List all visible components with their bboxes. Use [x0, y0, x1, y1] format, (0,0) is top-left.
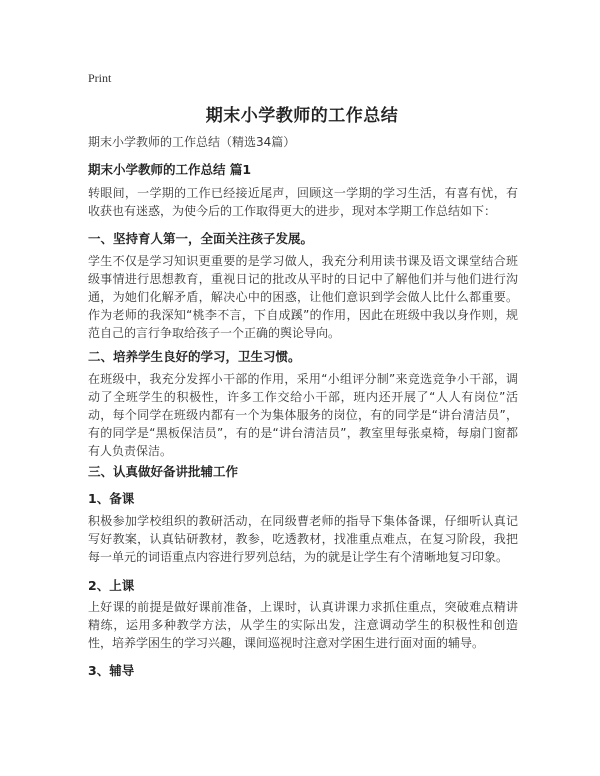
section3-sub1-heading: 1、备课: [88, 491, 135, 506]
section1-paragraph: 学生不仅是学习知识更重要的是学习做人，我充分利用读书课及语文课堂结合班级事情进行思想教育，重视日记的批改从平时的日记中了解他们并与他们进行沟通，为她们化解矛盾，解决心中的困惑，让他们意识到学会做人比什么都重要。作为老师的我深知“桃李不言，下自成蹊”的作用，因此在班级中我以身作则，规范自己的言行争取给孩子一个正确的舆论导向。: [88, 254, 518, 340]
section3-sub1-paragraph: 积极参加学校组织的教研活动，在同级曹老师的指导下集体备课，仔细听认真记写好教案，认真钻研教材，教参，吃透教材，找准重点难点，在复习阶段，我把每一单元的词语重点内容进行罗列总结，为的就是让学生有个清晰地复习印象。: [88, 514, 518, 564]
section1-heading: 一、坚持育人第一，全面关注孩子发展。: [88, 231, 314, 246]
section2-paragraph: 在班级中，我充分发挥小干部的作用，采用“小组评分制”来竞选竞争小干部，调动了全班学生的积极性，许多工作交给小干部，班内还开展了“人人有岗位”活动，每个同学在班级内都有一个为集体服务的岗位，有的同学是“讲台清洁员”，有的同学是“黑板保洁员”，有的是“讲台清洁员”，教室里每张桌椅，每扇门窗都有人负责保洁。: [88, 372, 518, 458]
print-label: Print: [88, 71, 112, 85]
section3-heading: 三、认真做好备讲批辅工作: [88, 464, 239, 479]
section3-sub2-paragraph: 上好课的前提是做好课前准备，上课时，认真讲课力求抓住重点，突破难点精讲精练，运用多种教学方法，从学生的实际出发，注意调动学生的积极性和创造性，培养学困生的学习兴趣，课间巡视时注意对学困生进行面对面的辅导。: [88, 600, 518, 650]
chapter-heading: 期末小学教师的工作总结 篇1: [88, 162, 252, 177]
document-title: 期末小学教师的工作总结: [205, 106, 399, 126]
section2-heading: 二、培养学生良好的学习，卫生习惯。: [88, 349, 301, 364]
document-subtitle: 期末小学教师的工作总结（精选34篇）: [88, 135, 296, 149]
intro-paragraph: 转眼间，一学期的工作已经接近尾声，回顾这一学期的学习生活，有喜有忧，有收获也有迷惑，为使今后的工作取得更大的进步，现对本学期工作总结如下：: [88, 186, 518, 218]
section3-sub2-heading: 2、上课: [88, 578, 135, 593]
section3-sub3-heading: 3、辅导: [88, 663, 135, 678]
